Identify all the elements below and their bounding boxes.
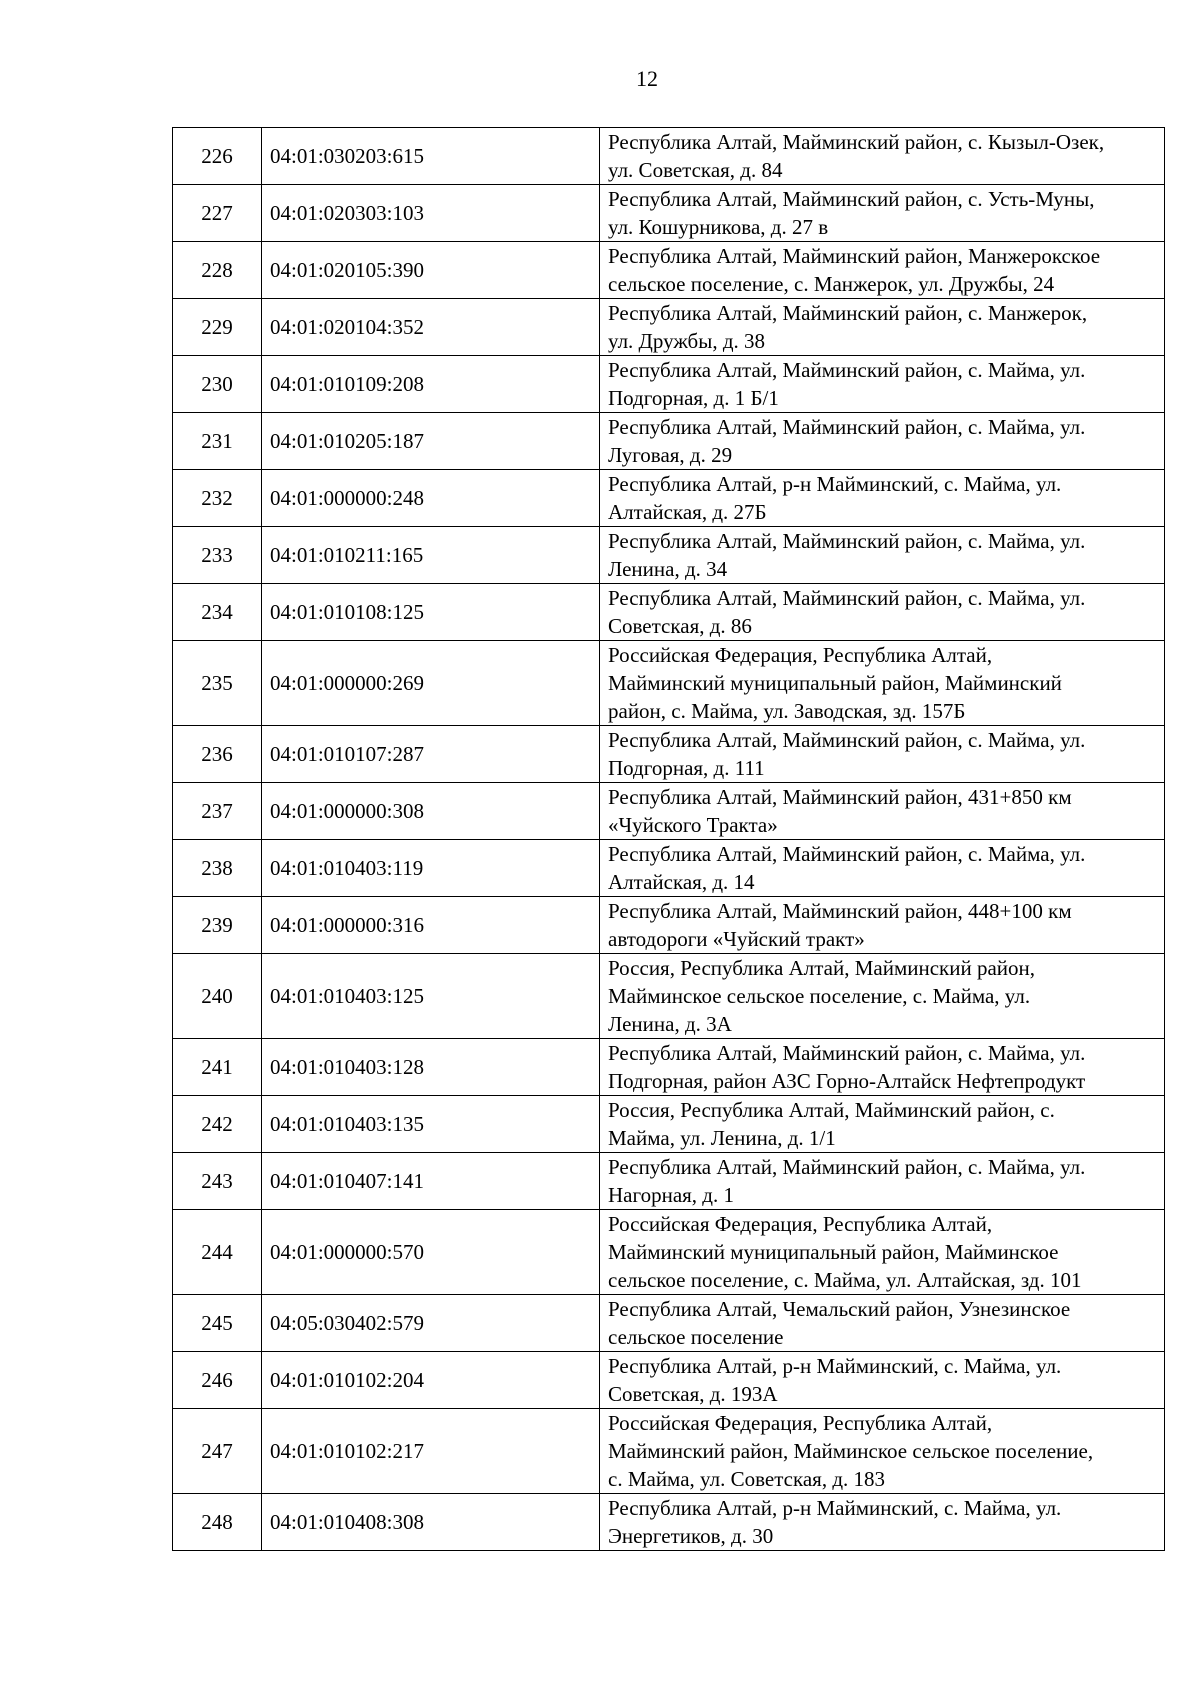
address-line: Алтайская, д. 27Б [608, 500, 767, 524]
address-line: Республика Алтай, р-н Майминский, с. Майма, ул. [608, 472, 1062, 496]
address-line: Советская, д. 193А [608, 1382, 778, 1406]
table-row [173, 128, 1165, 185]
cadastral-number-cell: 04:01:010102:217 [262, 1409, 600, 1494]
address-line: Российская Федерация, Республика Алтай, [608, 643, 993, 667]
row-number-cell: 235 [173, 641, 262, 726]
address-line: Республика Алтай, Майминский район, с. Кызыл-Озек, [608, 130, 1105, 154]
address-cell [600, 242, 1165, 299]
row-number-cell: 241 [173, 1039, 262, 1096]
cadastral-number-cell: 04:01:010108:125 [262, 584, 600, 641]
address-line: ул. Советская, д. 84 [608, 158, 783, 182]
address-line: Республика Алтай, Майминский район, 448+100 км [608, 899, 1072, 923]
table-row [173, 1039, 1165, 1096]
address-cell [600, 1039, 1165, 1096]
cadastral-number-cell: 04:01:000000:308 [262, 783, 600, 840]
cadastral-number-cell: 04:01:010107:287 [262, 726, 600, 783]
table-row [173, 242, 1165, 299]
address-line: Республика Алтай, р-н Майминский, с. Майма, ул. [608, 1354, 1062, 1378]
address-line: Россия, Республика Алтай, Майминский район, [608, 956, 1036, 980]
cadastral-number-cell: 04:05:030402:579 [262, 1295, 600, 1352]
row-number-cell: 228 [173, 242, 262, 299]
address-line: сельское поселение [608, 1325, 784, 1349]
table-row [173, 954, 1165, 1039]
address-cell [600, 584, 1165, 641]
address-line: Россия, Республика Алтай, Майминский район, с. [608, 1098, 1055, 1122]
address-line: Республика Алтай, Майминский район, с. Майма, ул. [608, 728, 1086, 752]
cadastral-number-cell: 04:01:020105:390 [262, 242, 600, 299]
table-row [173, 1409, 1165, 1494]
table-row [173, 641, 1165, 726]
row-number-cell: 229 [173, 299, 262, 356]
address-line: район, с. Майма, ул. Заводская, зд. 157Б [608, 699, 966, 723]
address-line: Республика Алтай, Майминский район, с. Майма, ул. [608, 842, 1086, 866]
address-line: Республика Алтай, Майминский район, с. Майма, ул. [608, 358, 1086, 382]
address-cell [600, 840, 1165, 897]
address-line: Республика Алтай, Майминский район, с. Манжерок, [608, 301, 1088, 325]
address-line: Майминский муниципальный район, Майминское [608, 1240, 1059, 1264]
address-cell [600, 1409, 1165, 1494]
address-line: Подгорная, д. 1 Б/1 [608, 386, 779, 410]
cadastral-registry-table [172, 127, 1165, 1551]
cadastral-number-cell: 04:01:020104:352 [262, 299, 600, 356]
cadastral-number-cell: 04:01:000000:269 [262, 641, 600, 726]
table-row [173, 1494, 1165, 1551]
address-line: Майминский район, Майминское сельское поселение, [608, 1439, 1094, 1463]
address-line: Майминский муниципальный район, Майминский [608, 671, 1062, 695]
row-number-cell: 243 [173, 1153, 262, 1210]
row-number-cell: 246 [173, 1352, 262, 1409]
address-line: с. Майма, ул. Советская, д. 183 [608, 1467, 885, 1491]
address-cell [600, 1153, 1165, 1210]
address-line: Майминское сельское поселение, с. Майма, ул. [608, 984, 1031, 1008]
row-number-cell: 237 [173, 783, 262, 840]
address-line: Республика Алтай, Майминский район, с. Усть-Муны, [608, 187, 1095, 211]
table-row [173, 1210, 1165, 1295]
address-cell [600, 299, 1165, 356]
row-number-cell: 238 [173, 840, 262, 897]
cadastral-number-cell: 04:01:010403:135 [262, 1096, 600, 1153]
address-cell [600, 1494, 1165, 1551]
row-number-cell: 245 [173, 1295, 262, 1352]
address-cell [600, 185, 1165, 242]
cadastral-number-cell: 04:01:010109:208 [262, 356, 600, 413]
address-line: сельское поселение, с. Манжерок, ул. Дружбы, 24 [608, 272, 1055, 296]
address-line: Республика Алтай, Чемальский район, Узнезинское [608, 1297, 1071, 1321]
address-cell [600, 1210, 1165, 1295]
table-row [173, 1153, 1165, 1210]
address-line: Республика Алтай, Майминский район, с. Майма, ул. [608, 1041, 1086, 1065]
address-line: ул. Кошурникова, д. 27 в [608, 215, 829, 239]
row-number-cell: 234 [173, 584, 262, 641]
address-cell [600, 641, 1165, 726]
table-row [173, 1295, 1165, 1352]
cadastral-number-cell: 04:01:000000:316 [262, 897, 600, 954]
address-cell [600, 1096, 1165, 1153]
cadastral-number-cell: 04:01:010403:125 [262, 954, 600, 1039]
cadastral-number-cell: 04:01:010403:128 [262, 1039, 600, 1096]
row-number-cell: 232 [173, 470, 262, 527]
address-line: Луговая, д. 29 [608, 443, 733, 467]
address-line: автодороги «Чуйский тракт» [608, 927, 865, 951]
address-line: Республика Алтай, р-н Майминский, с. Майма, ул. [608, 1496, 1062, 1520]
row-number-cell: 239 [173, 897, 262, 954]
address-line: Советская, д. 86 [608, 614, 752, 638]
table-row [173, 897, 1165, 954]
table-row [173, 1352, 1165, 1409]
row-number-cell: 242 [173, 1096, 262, 1153]
address-cell [600, 470, 1165, 527]
address-line: Ленина, д. 3А [608, 1012, 732, 1036]
row-number-cell: 248 [173, 1494, 262, 1551]
address-cell [600, 356, 1165, 413]
cadastral-number-cell: 04:01:010102:204 [262, 1352, 600, 1409]
page-number [0, 66, 1200, 92]
address-line: ул. Дружбы, д. 38 [608, 329, 766, 353]
row-number-cell: 226 [173, 128, 262, 185]
address-line: Алтайская, д. 14 [608, 870, 755, 894]
address-line: Республика Алтай, Майминский район, 431+850 км [608, 785, 1072, 809]
address-line: Энергетиков, д. 30 [608, 1524, 774, 1548]
address-cell [600, 783, 1165, 840]
row-number-cell: 233 [173, 527, 262, 584]
table-row [173, 413, 1165, 470]
address-line: Майма, ул. Ленина, д. 1/1 [608, 1126, 836, 1150]
address-line: Республика Алтай, Майминский район, Манжерокское [608, 244, 1101, 268]
cadastral-number-cell: 04:01:010205:187 [262, 413, 600, 470]
address-cell [600, 128, 1165, 185]
address-cell [600, 726, 1165, 783]
cadastral-number-cell: 04:01:010408:308 [262, 1494, 600, 1551]
address-line: Российская Федерация, Республика Алтай, [608, 1411, 993, 1435]
address-line: Республика Алтай, Майминский район, с. Майма, ул. [608, 415, 1086, 439]
address-line: Нагорная, д. 1 [608, 1183, 734, 1207]
row-number-cell: 240 [173, 954, 262, 1039]
address-line: Республика Алтай, Майминский район, с. Майма, ул. [608, 1155, 1086, 1179]
row-number-cell: 236 [173, 726, 262, 783]
table-row [173, 356, 1165, 413]
row-number-cell: 247 [173, 1409, 262, 1494]
row-number-cell: 244 [173, 1210, 262, 1295]
row-number-cell: 230 [173, 356, 262, 413]
cadastral-number-cell: 04:01:030203:615 [262, 128, 600, 185]
address-line: Ленина, д. 34 [608, 557, 728, 581]
address-line: Республика Алтай, Майминский район, с. Майма, ул. [608, 586, 1086, 610]
table-row [173, 840, 1165, 897]
address-cell [600, 413, 1165, 470]
table-row [173, 584, 1165, 641]
cadastral-number-cell: 04:01:000000:570 [262, 1210, 600, 1295]
address-line: Республика Алтай, Майминский район, с. Майма, ул. [608, 529, 1086, 553]
address-cell [600, 897, 1165, 954]
table-row [173, 783, 1165, 840]
address-line: Российская Федерация, Республика Алтай, [608, 1212, 993, 1236]
cadastral-number-cell: 04:01:010407:141 [262, 1153, 600, 1210]
row-number-cell: 227 [173, 185, 262, 242]
address-cell [600, 1352, 1165, 1409]
table-row [173, 726, 1165, 783]
table-body [173, 128, 1165, 1551]
address-cell [600, 1295, 1165, 1352]
address-cell [600, 954, 1165, 1039]
cadastral-number-cell: 04:01:000000:248 [262, 470, 600, 527]
row-number-cell: 231 [173, 413, 262, 470]
table-row [173, 470, 1165, 527]
table-row [173, 185, 1165, 242]
table-row [173, 299, 1165, 356]
table-row [173, 527, 1165, 584]
page-number-text: 12 [636, 66, 658, 91]
address-cell [600, 527, 1165, 584]
cadastral-number-cell: 04:01:010403:119 [262, 840, 600, 897]
table-row [173, 1096, 1165, 1153]
cadastral-number-cell: 04:01:020303:103 [262, 185, 600, 242]
address-line: «Чуйского Тракта» [608, 813, 778, 837]
address-line: Подгорная, д. 111 [608, 756, 765, 780]
cadastral-number-cell: 04:01:010211:165 [262, 527, 600, 584]
address-line: сельское поселение, с. Майма, ул. Алтайская, зд. 101 [608, 1268, 1082, 1292]
address-line: Подгорная, район АЗС Горно-Алтайск Нефтепродукт [608, 1069, 1086, 1093]
